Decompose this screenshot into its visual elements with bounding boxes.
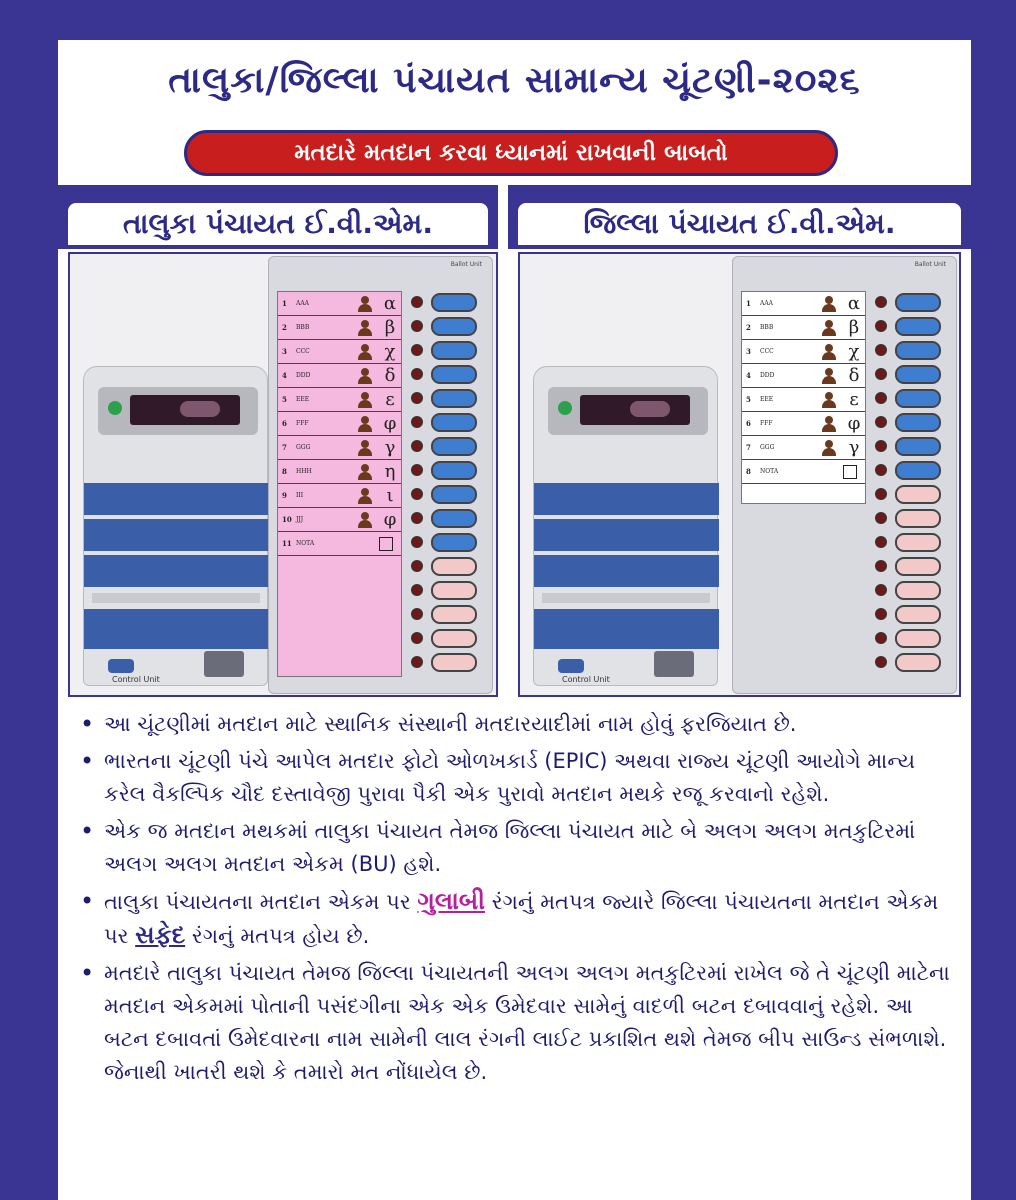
candidate-number: 1 <box>746 299 751 308</box>
party-symbol: φ <box>383 413 397 434</box>
ballot-row <box>278 364 401 388</box>
candidate-control <box>869 411 951 435</box>
vote-led-icon <box>411 488 423 500</box>
vote-led-icon <box>411 392 423 404</box>
vote-led-icon <box>875 608 887 620</box>
white-highlight: સફેદ <box>135 921 186 949</box>
candidate-control <box>405 603 487 627</box>
ballot-row <box>278 484 401 508</box>
ballot-unit-label: Ballot Unit <box>450 261 482 268</box>
candidate-number: 7 <box>282 443 287 452</box>
instruction-item: • એક જ મતદાન મથકમાં તાલુકા પંચાયત તેમજ જિલ્લા પંચાયત માટે બે અલગ અલગ મતકુટિરમાં અલગ અલગ મતદાન એકમ (BU) હશે. <box>76 815 956 881</box>
vote-button[interactable] <box>431 341 477 360</box>
candidate-control <box>869 291 951 315</box>
ballot-row <box>278 412 401 436</box>
candidate-name: DDD <box>296 372 311 379</box>
vote-led-icon <box>875 416 887 428</box>
ballot-row <box>742 340 865 364</box>
control-unit-button <box>558 659 584 673</box>
vote-button[interactable] <box>431 389 477 408</box>
candidate-name: BBB <box>296 324 310 331</box>
candidate-control <box>405 483 487 507</box>
candidate-photo-icon <box>821 416 837 432</box>
candidate-number: 6 <box>282 419 287 428</box>
candidate-photo-icon <box>357 464 373 480</box>
ballot-row <box>742 412 865 436</box>
vote-led-icon <box>875 392 887 404</box>
candidate-number: 5 <box>746 395 751 404</box>
nota-icon <box>843 465 857 479</box>
party-symbol: α <box>383 293 397 314</box>
ballot-unit <box>732 256 957 694</box>
candidate-number: 7 <box>746 443 751 452</box>
control-unit-display <box>548 387 708 435</box>
party-symbol: α <box>847 293 861 314</box>
ballot-unit-label: Ballot Unit <box>914 261 946 268</box>
candidate-control <box>405 315 487 339</box>
candidate-name: FFF <box>296 420 309 427</box>
poster <box>58 40 971 1200</box>
vote-led-icon <box>875 656 887 668</box>
party-symbol: χ <box>384 341 396 362</box>
vote-button[interactable] <box>431 485 477 504</box>
candidate-control <box>869 435 951 459</box>
vote-button[interactable] <box>895 341 941 360</box>
vote-button[interactable] <box>895 605 941 624</box>
subtitle-banner: મતદારે મતદાન કરવા ધ્યાનમાં રાખવાની બાબતો <box>184 130 838 176</box>
vote-button[interactable] <box>895 581 941 600</box>
candidate-photo-icon <box>821 320 837 336</box>
party-symbol: δ <box>384 365 396 386</box>
party-symbol: η <box>384 461 396 482</box>
party-symbol: χ <box>848 341 860 362</box>
candidate-photo-icon <box>357 368 373 384</box>
candidate-photo-icon <box>821 368 837 384</box>
candidate-control <box>405 435 487 459</box>
candidate-control <box>405 363 487 387</box>
candidate-control <box>869 603 951 627</box>
candidate-number: 8 <box>282 467 287 476</box>
candidate-photo-icon <box>821 344 837 360</box>
vote-button[interactable] <box>895 413 941 432</box>
control-unit-label: Control Unit <box>112 675 160 684</box>
vote-led-icon <box>875 440 887 452</box>
ballot-row <box>278 460 401 484</box>
pink-ballot-paper <box>277 291 402 677</box>
candidate-control <box>405 291 487 315</box>
vote-led-icon <box>875 296 887 308</box>
candidate-number: 2 <box>746 323 751 332</box>
pink-highlight: ગુલાબી <box>417 887 486 915</box>
vote-led-icon <box>411 296 423 308</box>
vote-led-icon <box>411 320 423 332</box>
candidate-photo-icon <box>357 392 373 408</box>
candidate-control <box>405 555 487 579</box>
ballot-row <box>278 532 401 556</box>
vote-button[interactable] <box>895 653 941 672</box>
ballot-row <box>278 388 401 412</box>
vote-led-icon <box>875 512 887 524</box>
jilla-evm-header: જિલ્લા પંચાયત ઈ.વી.એમ. <box>518 203 961 245</box>
candidate-control <box>405 507 487 531</box>
candidate-control <box>869 651 951 675</box>
vote-button[interactable] <box>431 653 477 672</box>
vote-led-icon <box>875 320 887 332</box>
candidate-control <box>405 339 487 363</box>
vote-button[interactable] <box>895 509 941 528</box>
candidate-number: 6 <box>746 419 751 428</box>
vote-led-icon <box>411 464 423 476</box>
candidate-name: HHH <box>296 468 312 475</box>
vote-button[interactable] <box>431 365 477 384</box>
vote-button[interactable] <box>895 389 941 408</box>
candidate-photo-icon <box>357 488 373 504</box>
vote-button[interactable] <box>895 293 941 312</box>
candidate-name: AAA <box>296 300 309 307</box>
vote-button[interactable] <box>895 365 941 384</box>
candidate-name: BBB <box>760 324 774 331</box>
ballot-row <box>742 292 865 316</box>
candidate-control <box>405 387 487 411</box>
party-symbol: φ <box>383 509 397 530</box>
vote-led-icon <box>411 584 423 596</box>
candidate-name: GGG <box>296 444 311 451</box>
candidate-photo-icon <box>821 440 837 456</box>
party-symbol: δ <box>848 365 860 386</box>
page-title: તાલુકા/જિલ્લા પંચાયત સામાન્ય ચૂંટણી-૨૦૨૬ <box>168 60 861 101</box>
party-symbol: ε <box>385 389 395 410</box>
vote-led-icon <box>411 440 423 452</box>
taluka-evm-panel <box>68 252 498 697</box>
ballot-row <box>278 340 401 364</box>
party-symbol: γ <box>848 437 860 458</box>
party-symbol: φ <box>847 413 861 434</box>
party-symbol: β <box>848 317 860 338</box>
control-unit-display <box>98 387 258 435</box>
candidate-number: 10 <box>282 515 292 524</box>
candidate-number: 11 <box>282 539 292 548</box>
vote-led-icon <box>411 608 423 620</box>
candidate-control <box>869 579 951 603</box>
ballot-row <box>742 436 865 460</box>
candidate-control <box>405 627 487 651</box>
instruction-text: રંગનું મતપત્ર હોય છે. <box>185 924 370 948</box>
candidate-number: 5 <box>282 395 287 404</box>
candidate-photo-icon <box>357 416 373 432</box>
white-ballot-paper <box>741 291 866 504</box>
taluka-evm-header: તાલુકા પંચાયત ઈ.વી.એમ. <box>68 203 488 245</box>
nota-icon <box>379 537 393 551</box>
control-unit-button <box>108 659 134 673</box>
candidate-control <box>405 651 487 675</box>
vote-led-icon <box>411 536 423 548</box>
vote-led-icon <box>411 656 423 668</box>
instruction-item: • આ ચૂંટણીમાં મતદાન માટે સ્થાનિક સંસ્થાની મતદારયાદીમાં નામ હોવું ફરજિયાત છે. <box>76 708 956 741</box>
candidate-control <box>869 339 951 363</box>
candidate-control <box>869 555 951 579</box>
candidate-control <box>869 627 951 651</box>
vote-led-icon <box>875 464 887 476</box>
vote-led-icon <box>411 512 423 524</box>
candidate-name: III <box>296 492 304 499</box>
vote-led-icon <box>875 344 887 356</box>
party-symbol: ι <box>386 485 394 506</box>
control-unit-label: Control Unit <box>562 675 610 684</box>
vote-led-icon <box>411 368 423 380</box>
vote-led-icon <box>875 536 887 548</box>
control-unit <box>83 366 268 686</box>
vote-led-icon <box>875 632 887 644</box>
candidate-control <box>869 387 951 411</box>
candidate-control <box>869 315 951 339</box>
candidate-number: 8 <box>746 467 751 476</box>
candidate-control <box>869 459 951 483</box>
candidate-name: CCC <box>296 348 310 355</box>
jilla-evm-panel <box>518 252 961 697</box>
vote-led-icon <box>411 560 423 572</box>
candidate-number: 3 <box>746 347 751 356</box>
ballot-row <box>742 316 865 340</box>
control-unit <box>533 366 718 686</box>
candidate-name: DDD <box>760 372 775 379</box>
vote-led-icon <box>411 632 423 644</box>
ballot-row <box>278 436 401 460</box>
candidate-photo-icon <box>821 296 837 312</box>
instruction-item <box>76 885 956 953</box>
candidate-number: 1 <box>282 299 287 308</box>
instructions-list <box>76 708 956 1093</box>
candidate-control <box>405 531 487 555</box>
vote-button[interactable] <box>895 317 941 336</box>
candidate-name: NOTA <box>296 540 315 547</box>
vote-button[interactable] <box>431 437 477 456</box>
candidate-photo-icon <box>357 296 373 312</box>
vote-button[interactable] <box>431 581 477 600</box>
candidate-photo-icon <box>357 440 373 456</box>
candidate-control <box>869 483 951 507</box>
candidate-control <box>869 507 951 531</box>
vote-button[interactable] <box>431 317 477 336</box>
vote-button[interactable] <box>895 533 941 552</box>
ballot-row <box>742 364 865 388</box>
vote-button[interactable] <box>431 557 477 576</box>
candidate-number: 3 <box>282 347 287 356</box>
vote-led-icon <box>411 344 423 356</box>
instruction-item: • ભારતના ચૂંટણી પંચે આપેલ મતદાર ફોટો ઓળખકાર્ડ (EPIC) અથવા રાજ્ય ચૂંટણી આયોગે માન્ય કરેલ વૈકલ્પિક ચૌદ દસ્તાવેજી પુરાવા પૈકી એક પુરાવો મતદાન મથકે રજૂ કરવાનો રહેશે. <box>76 745 956 811</box>
candidate-number: 9 <box>282 491 287 500</box>
vote-led-icon <box>875 560 887 572</box>
party-symbol: γ <box>384 437 396 458</box>
candidate-name: EEE <box>760 396 774 403</box>
candidate-control <box>869 531 951 555</box>
party-symbol: β <box>384 317 396 338</box>
ballot-unit <box>268 256 493 694</box>
candidate-name: EEE <box>296 396 310 403</box>
vote-button[interactable] <box>431 605 477 624</box>
vote-button[interactable] <box>431 293 477 312</box>
ballot-row <box>278 292 401 316</box>
candidate-name: FFF <box>760 420 773 427</box>
vote-button[interactable] <box>431 509 477 528</box>
candidate-name: AAA <box>760 300 773 307</box>
candidate-name: CCC <box>760 348 774 355</box>
candidate-number: 4 <box>746 371 751 380</box>
ballot-row <box>742 388 865 412</box>
vote-button[interactable] <box>431 413 477 432</box>
vote-button[interactable] <box>431 461 477 480</box>
candidate-name: JJJ <box>296 516 304 523</box>
instruction-text: તાલુકા પંચાયતના મતદાન એકમ પર <box>104 890 418 914</box>
ballot-row <box>278 508 401 532</box>
vote-button[interactable] <box>895 557 941 576</box>
candidate-name: GGG <box>760 444 775 451</box>
instruction-text: રંગનું મતપત્ર જ્યારે જિલ્લા પંચાયતના મતદાન એકમ પર <box>104 890 939 948</box>
result-button <box>204 651 244 677</box>
candidate-control <box>405 579 487 603</box>
vote-button[interactable] <box>895 437 941 456</box>
instruction-item: • મતદારે તાલુકા પંચાયત તેમજ જિલ્લા પંચાયતની અલગ અલગ મતકુટિરમાં રાખેલ જે તે ચૂંટણી માટેના મતદાન એકમમાં પોતાની પસંદગીના એક એક ઉમેદવાર સામેનું વાદળી બટન દબાવવાનું રહેશે. આ બટન દબાવતાં ઉમેદવારના નામ સામેની લાલ રંગની લાઈટ પ્રકાશિત થશે તેમજ બીપ સાઉન્ડ સંભળાશે. જેનાથી ખાતરી થશે કે તમારો મત નોંધાયેલ છે. <box>76 957 956 1089</box>
vote-led-icon <box>411 416 423 428</box>
candidate-photo-icon <box>357 512 373 528</box>
candidate-control <box>405 459 487 483</box>
candidate-number: 2 <box>282 323 287 332</box>
candidate-photo-icon <box>821 392 837 408</box>
ballot-row <box>742 460 865 484</box>
vote-button[interactable] <box>895 629 941 648</box>
candidate-name: NOTA <box>760 468 779 475</box>
vote-button[interactable] <box>431 533 477 552</box>
vote-button[interactable] <box>431 629 477 648</box>
candidate-photo-icon <box>357 320 373 336</box>
ballot-row <box>278 316 401 340</box>
party-symbol: ε <box>849 389 859 410</box>
vote-led-icon <box>875 488 887 500</box>
result-button <box>654 651 694 677</box>
candidate-number: 4 <box>282 371 287 380</box>
candidate-photo-icon <box>357 344 373 360</box>
candidate-control <box>405 411 487 435</box>
vote-led-icon <box>875 368 887 380</box>
candidate-control <box>869 363 951 387</box>
vote-button[interactable] <box>895 461 941 480</box>
vote-button[interactable] <box>895 485 941 504</box>
vote-led-icon <box>875 584 887 596</box>
